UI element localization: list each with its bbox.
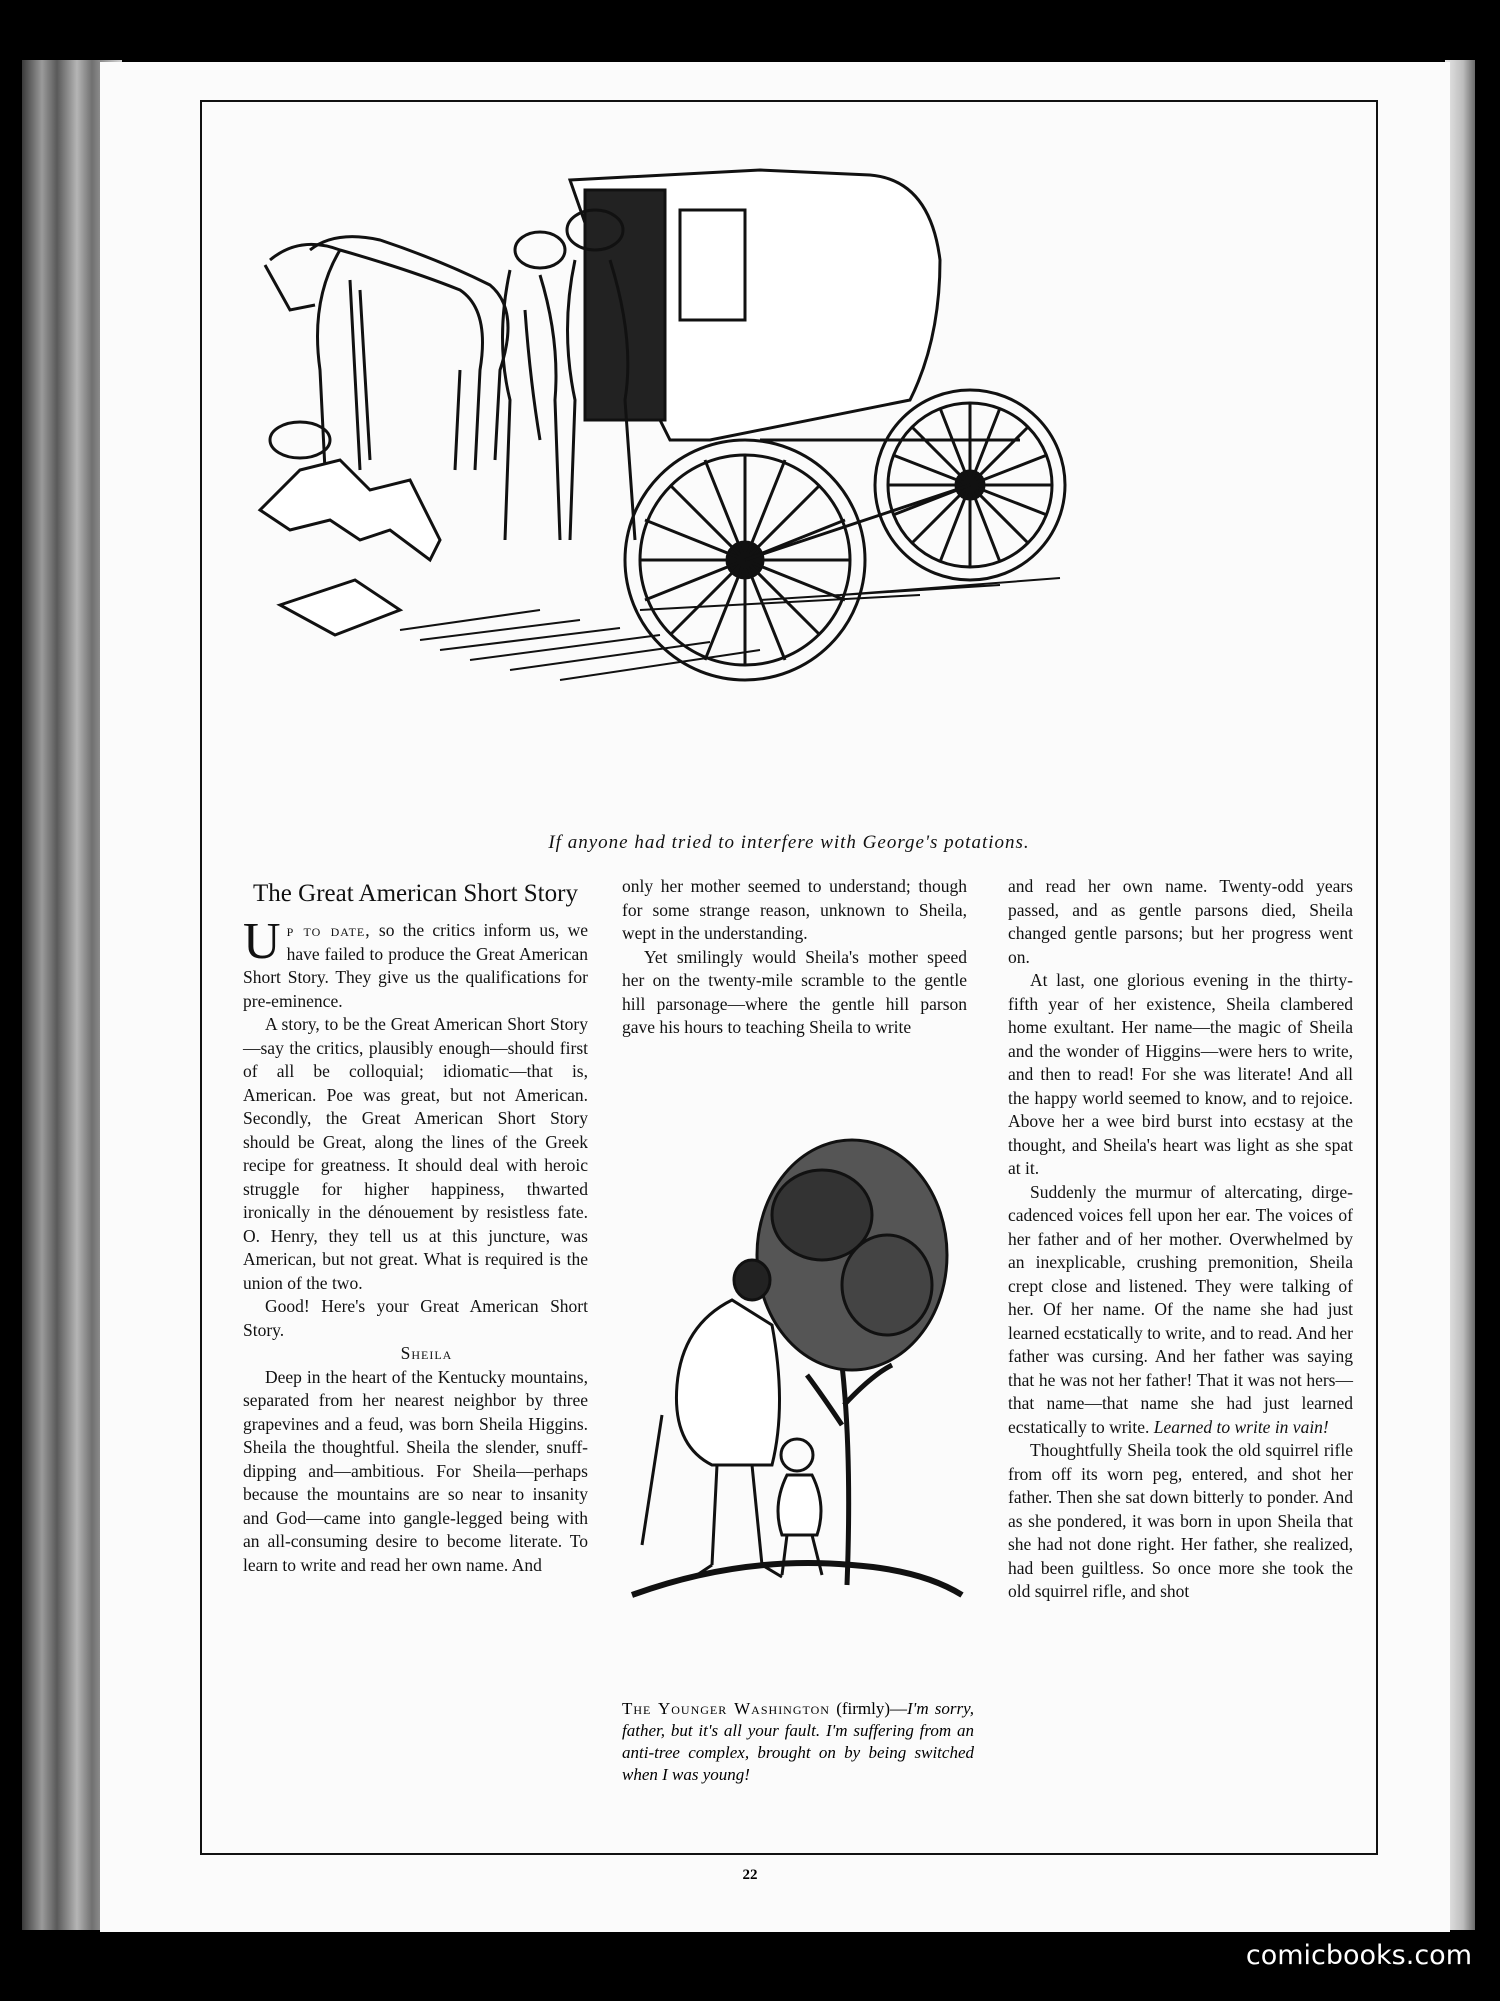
column-3-paragraph-1: and read her own name. Twenty-odd years passed, and as gentle parsons died, Sheila changed gentle parsons; but her progress went on.	[1008, 876, 1353, 967]
cartoon-speaker: (firmly)—	[836, 1699, 908, 1718]
boy-figure	[778, 1439, 822, 1575]
paragraph-1	[243, 913, 588, 1013]
column-3-paragraph-3	[1008, 1181, 1353, 1440]
cartoon-quote: I'm sorry, father, but it's all your fault. I'm suffering from an anti-tree complex, brought on by being switched when I was young!	[622, 1699, 975, 1784]
newspaper	[280, 580, 400, 635]
carriage-door	[585, 190, 665, 420]
column-1	[243, 875, 588, 1577]
paragraph-2: A story, to be the Great American Short Story—say the critics, plausibly enough—should first of all be colloquial; idiomatic—that is, American. Poe was great, but not American. Secondly, the Great American Short Story should be Great, along the lines of the Greek recipe for greatness. It should deal with heroic struggle for higher happiness, thwarted ironically in the dénouement by resistless fate. O. Henry, they tell us at this juncture, was American, but not great. What is required is the union of the two.	[243, 1014, 588, 1293]
drop-cap: U	[243, 913, 281, 970]
horses	[265, 237, 508, 470]
column-3-paragraph-3-text: Suddenly the murmur of altercating, dirge-cadenced voices fell upon her ear. The voices of her father and of her mother. Overwhelmed by an inexplicable, crushing premonition, Sheila crept close and listened. They were talking of her. Of her name. Of the name she had just learned ecstatically to write, and to read. And her father was cursing. And her father was saying that he was not her father! That it was not hers—that name—that name she had just learned ecstatically to write.	[1008, 1181, 1353, 1437]
paragraph-1-text: so the critics inform us, we have failed to produce the Great American Short Story. They give us the qualifications for pre-eminence.	[243, 920, 588, 1011]
column-3-italic-line: Learned to write in vain!	[1153, 1416, 1329, 1437]
fallen-man	[260, 422, 440, 560]
carriage-window	[680, 210, 745, 320]
cartoon-title: The Younger Washington	[622, 1699, 830, 1718]
cartoon-caption	[622, 1698, 974, 1786]
hill-ground	[632, 1563, 962, 1595]
column-2-paragraph-2: Yet smilingly would Sheila's mother speed her on the twenty-mile scramble to the gentle hill parsonage—where the gentle hill parson gave his hours to teaching Sheila to write	[622, 946, 967, 1037]
paragraph-4: Deep in the heart of the Kentucky mountains, separated from her nearest neighbor by three grapevines and a feud, was born Sheila Higgins. Sheila the thoughtful. Sheila the slender, snuff-dipping and—ambitious. For Sheila—perhaps because the mountains are so near to insanity and God—came into gangle-legged being with an all-consuming desire to become literate. To learn to write and read her own name. And	[243, 1366, 588, 1575]
father-figure	[642, 1260, 782, 1577]
carriage-illustration	[240, 140, 1340, 830]
washington-cartoon	[622, 1125, 972, 1605]
section-subhead: Sheila	[400, 1343, 453, 1363]
column-3-paragraph-4: Thoughtfully Sheila took the old squirrel rifle from off its worn peg, entered, and shot her father. Then she sat down bitterly to ponder. And as she pondered, it was born in upon Sheila that she had not done right. Her father, she realized, had been guiltless. So once more she took the old squirrel rifle, and shot	[1008, 1440, 1353, 1601]
column-2-paragraph-1: only her mother seemed to understand; though for some strange reason, unknown to Sheila, wept in the understanding.	[622, 876, 967, 943]
column-2	[622, 875, 967, 1040]
illustration-caption: If anyone had tried to interfere with George's potations.	[548, 832, 1030, 853]
paragraph-3: Good! Here's your Great American Short Story.	[243, 1296, 588, 1340]
lead-small-caps: p to date,	[286, 920, 371, 940]
watermark: comicbooks.com	[1245, 1940, 1472, 1971]
column-3	[1008, 875, 1353, 1604]
page-number: 22	[742, 1867, 758, 1883]
article-title: The Great American Short Story	[253, 880, 578, 907]
column-3-paragraph-2: At last, one glorious evening in the thirty-fifth year of her existence, Sheila clambered home exultant. Her name—the magic of Sheila and the wonder of Higgins—were hers to write, and then to read! For she was literate! And all the happy world seemed to know, and to rejoice. Above her a wee bird burst into ecstasy at the thought, and Sheila's heart was light as she spat at it.	[1008, 970, 1353, 1178]
